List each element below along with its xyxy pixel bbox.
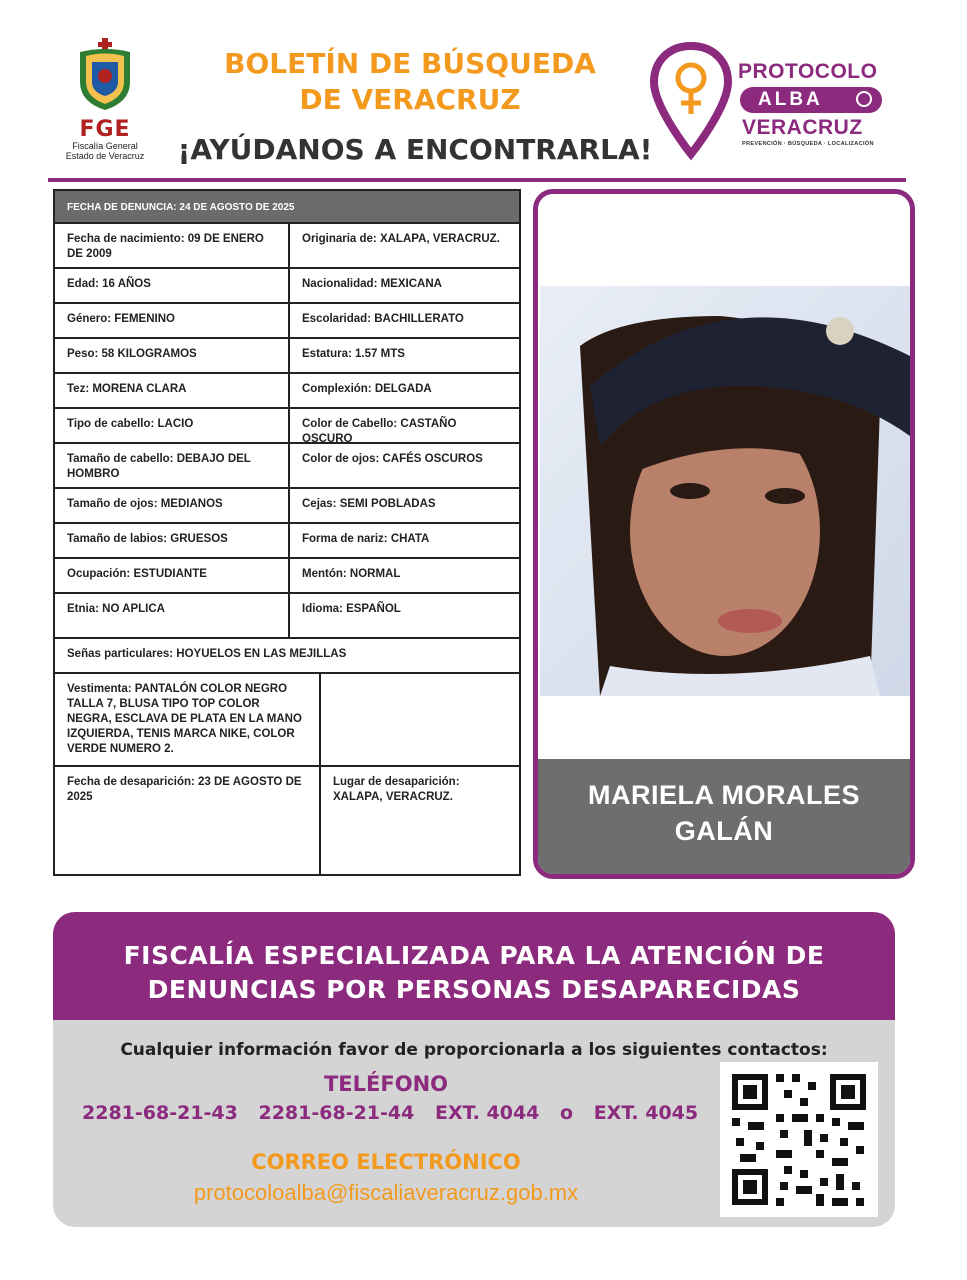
report-date: FECHA DE DENUNCIA: 24 DE AGOSTO DE 2025 xyxy=(55,191,519,224)
table-cell: Tamaño de cabello: DEBAJO DEL HOMBRO xyxy=(55,444,290,487)
alba-line1: PROTOCOLO xyxy=(738,60,878,83)
table-cell: Cejas: SEMI POBLADAS xyxy=(302,498,436,510)
header-divider xyxy=(48,178,906,182)
or-text: o xyxy=(560,1102,574,1124)
veracruz-seal-icon xyxy=(74,38,136,112)
table-cell: Color de ojos: CAFÉS OSCUROS xyxy=(302,453,483,465)
alba-line3: VERACRUZ xyxy=(742,116,863,139)
fge-acronym: FGE xyxy=(79,117,131,142)
person-name-line1: MARIELA MORALES xyxy=(588,780,860,810)
call-to-action: ¡AYÚDANOS A ENCONTRARLA! xyxy=(177,133,653,166)
table-cell: Ocupación: ESTUDIANTE xyxy=(55,559,290,592)
table-cell: Color de Cabello: CASTAÑO OSCURO xyxy=(302,418,457,445)
person-name-line2: GALÁN xyxy=(674,816,774,846)
table-row xyxy=(55,674,519,767)
table-cell: Nacionalidad: MEXICANA xyxy=(302,278,442,290)
table-cell: Tamaño de ojos: MEDIANOS xyxy=(55,489,290,522)
table-row xyxy=(55,269,519,304)
qr-code-icon xyxy=(720,1062,878,1217)
phone-numbers xyxy=(82,1102,702,1124)
disappearance-date: Fecha de desaparición: 23 DE AGOSTO DE 2025 xyxy=(55,767,321,874)
phone-label: TELÉFONO xyxy=(323,1072,449,1096)
table-cell: Mentón: NORMAL xyxy=(302,568,401,580)
table-cell: Escolaridad: BACHILLERATO xyxy=(302,313,464,325)
extension-2: EXT. 4045 xyxy=(593,1102,699,1124)
table-row xyxy=(55,444,519,489)
table-row xyxy=(55,374,519,409)
agency-banner xyxy=(53,912,895,1020)
table-row xyxy=(55,594,519,639)
table-cell: Originaria de: XALAPA, VERACRUZ. xyxy=(302,233,500,245)
table-cell: Etnia: NO APLICA xyxy=(55,594,290,637)
alba-pill xyxy=(740,87,882,113)
location-pin-female-icon xyxy=(650,42,732,162)
table-cell: Género: FEMENINO xyxy=(55,304,290,337)
bulletin-title-line2: DE VERACRUZ xyxy=(299,83,521,116)
person-name xyxy=(538,759,910,879)
table-row xyxy=(55,524,519,559)
alba-line2: ALBA xyxy=(758,89,823,110)
phone-number-1[interactable]: 2281-68-21-43 xyxy=(82,1102,238,1124)
table-row xyxy=(55,559,519,594)
alba-tagline: PREVENCIÓN · BÚSQUEDA · LOCALIZACIÓN xyxy=(742,141,874,147)
report-table xyxy=(53,189,521,876)
table-cell: Tipo de cabello: LACIO xyxy=(55,409,290,442)
table-row xyxy=(55,224,519,269)
table-cell-empty xyxy=(321,674,519,765)
distinguishing-marks: Señas particulares: HOYUELOS EN LAS MEJILLAS xyxy=(67,648,347,660)
extension-1: EXT. 4044 xyxy=(434,1102,540,1124)
table-row xyxy=(55,489,519,524)
missing-person-photo xyxy=(540,286,912,696)
table-cell: Edad: 16 AÑOS xyxy=(55,269,290,302)
bulletin-title-line1: BOLETÍN DE BÚSQUEDA xyxy=(224,47,596,80)
photo-card xyxy=(533,189,915,879)
qr-code[interactable] xyxy=(720,1062,878,1217)
agency-line1: FISCALÍA ESPECIALIZADA PARA LA ATENCIÓN DE xyxy=(123,941,825,970)
email-label: CORREO ELECTRÓNICO xyxy=(251,1150,521,1174)
table-cell: Forma de nariz: CHATA xyxy=(302,533,430,545)
phone-number-2[interactable]: 2281-68-21-44 xyxy=(258,1102,415,1124)
fge-logo xyxy=(50,38,160,168)
protocolo-alba-logo xyxy=(650,42,910,162)
disappearance-place: Lugar de desaparición: XALAPA, VERACRUZ. xyxy=(333,776,460,803)
search-icon xyxy=(856,91,872,107)
table-row xyxy=(55,409,519,444)
bulletin-title xyxy=(190,46,630,118)
table-cell: Tez: MORENA CLARA xyxy=(55,374,290,407)
table-cell: Tamaño de labios: GRUESOS xyxy=(55,524,290,557)
table-row xyxy=(55,304,519,339)
fge-subtitle-1: Fiscalía General xyxy=(72,141,138,151)
clothing-description: Vestimenta: PANTALÓN COLOR NEGRO TALLA 7, BLUSA TIPO TOP COLOR NEGRA, ESCLAVA DE PLATA EN LA MANO IZQUIERDA, TENIS MARCA NIKE, COLOR VERDE NUMERO 2. xyxy=(55,674,321,765)
table-cell: Complexión: DELGADA xyxy=(302,383,432,395)
email-link[interactable]: protocoloalba@fiscaliaveracruz.gob.mx xyxy=(193,1180,579,1205)
table-cell: Fecha de nacimiento: 09 DE ENERO DE 2009 xyxy=(55,224,290,267)
table-cell: Peso: 58 KILOGRAMOS xyxy=(55,339,290,372)
table-cell: Idioma: ESPAÑOL xyxy=(302,603,401,615)
table-row xyxy=(55,639,519,674)
table-row xyxy=(55,339,519,374)
fge-subtitle-2: Estado de Veracruz xyxy=(65,151,145,161)
agency-line2: DENUNCIAS POR PERSONAS DESAPARECIDAS xyxy=(147,975,801,1004)
table-row xyxy=(55,767,519,874)
table-cell: Estatura: 1.57 MTS xyxy=(302,348,405,360)
contact-prompt: Cualquier información favor de proporcionarla a los siguientes contactos: xyxy=(120,1040,828,1060)
